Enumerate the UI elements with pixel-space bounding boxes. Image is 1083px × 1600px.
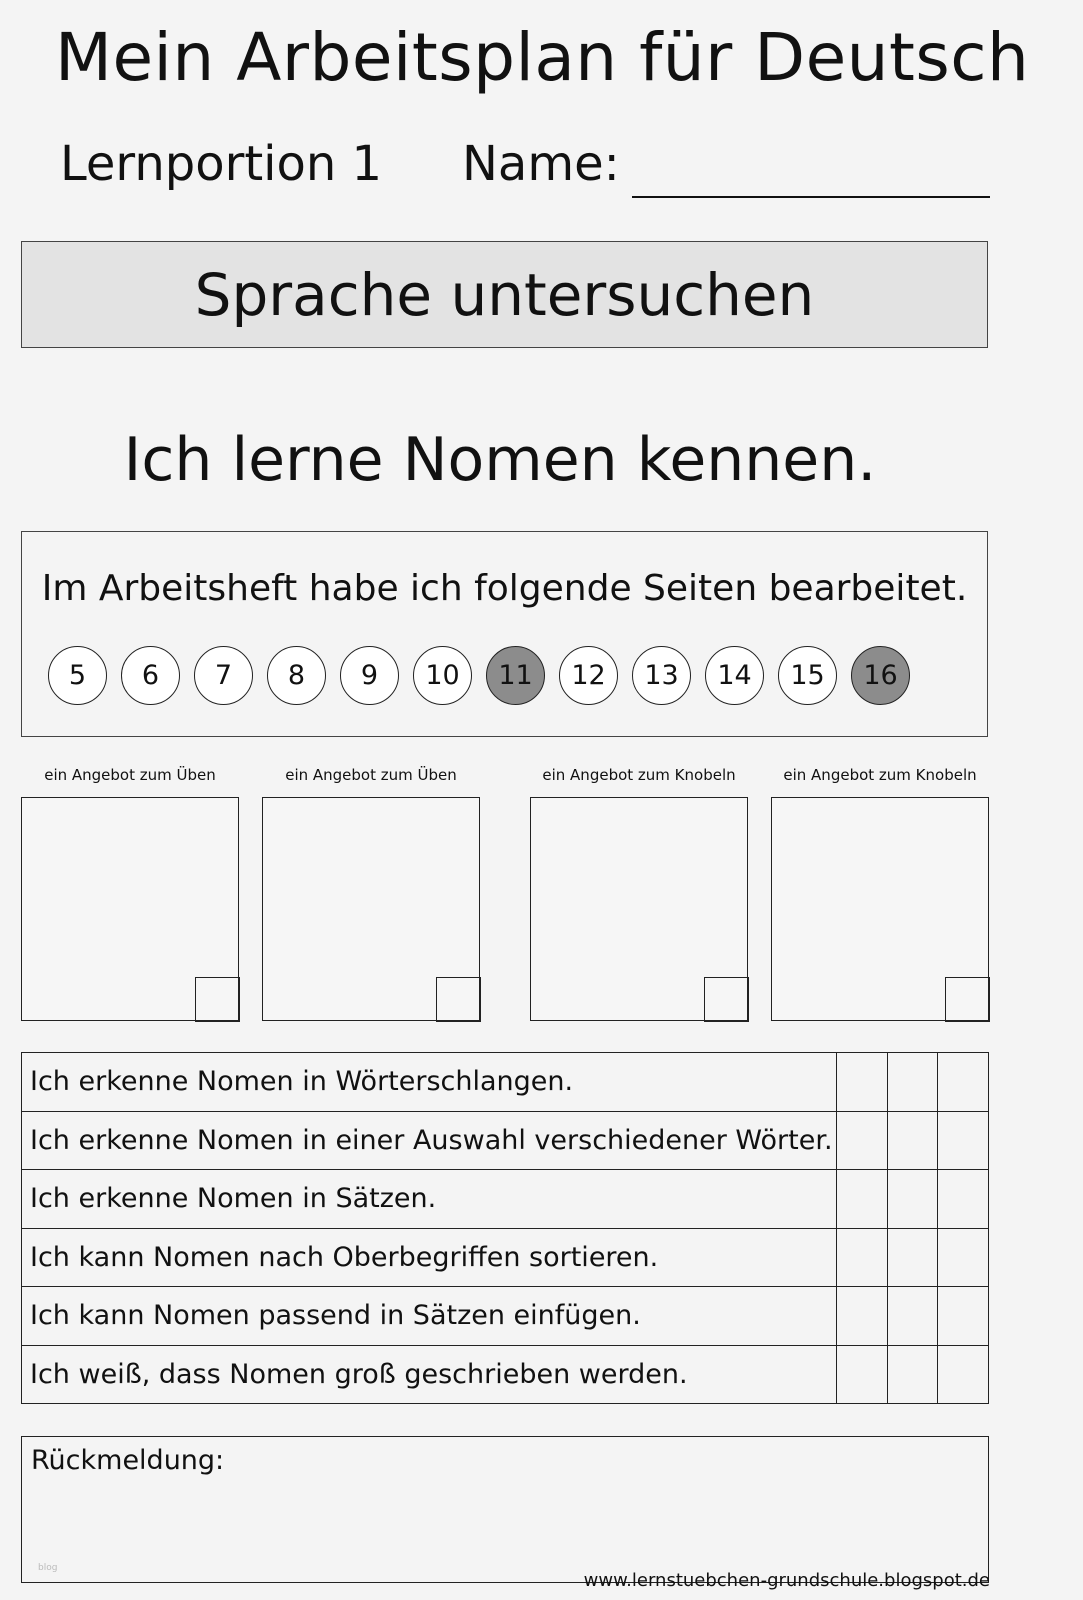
page-circle-5[interactable]: 5 bbox=[48, 646, 107, 705]
name-label: Name: bbox=[462, 136, 620, 192]
page-circle-6[interactable]: 6 bbox=[121, 646, 180, 705]
offer-checkbox-2[interactable] bbox=[436, 977, 481, 1022]
rating-cell-3[interactable] bbox=[938, 1053, 989, 1112]
rating-cell-3[interactable] bbox=[938, 1170, 989, 1229]
page-circles bbox=[48, 646, 910, 705]
rating-cell-1[interactable] bbox=[836, 1287, 887, 1346]
skill-text: Ich weiß, dass Nomen groß geschrieben werden. bbox=[22, 1345, 837, 1404]
rating-cell-1[interactable] bbox=[836, 1345, 887, 1404]
page-circle-11[interactable]: 11 bbox=[486, 646, 545, 705]
skill-row bbox=[22, 1053, 989, 1112]
rating-cell-2[interactable] bbox=[887, 1053, 938, 1112]
skill-text: Ich erkenne Nomen in Sätzen. bbox=[22, 1170, 837, 1229]
workbook-pages-label: Im Arbeitsheft habe ich folgende Seiten bearbeitet. bbox=[41, 568, 968, 609]
feedback-tiny-text: blog bbox=[38, 1563, 58, 1573]
section-banner bbox=[21, 241, 988, 348]
offer-checkbox-3[interactable] bbox=[704, 977, 749, 1022]
offer-label-1: ein Angebot zum Üben bbox=[44, 766, 216, 784]
footer-url: www.lernstuebchen-grundschule.blogspot.de bbox=[583, 1570, 990, 1591]
feedback-label: Rückmeldung: bbox=[31, 1445, 225, 1476]
rating-cell-1[interactable] bbox=[836, 1228, 887, 1287]
rating-cell-2[interactable] bbox=[887, 1345, 938, 1404]
page-circle-16[interactable]: 16 bbox=[851, 646, 910, 705]
skill-row bbox=[22, 1228, 989, 1287]
offer-label-2: ein Angebot zum Üben bbox=[285, 766, 457, 784]
rating-cell-3[interactable] bbox=[938, 1287, 989, 1346]
rating-cell-2[interactable] bbox=[887, 1287, 938, 1346]
offer-box-4[interactable] bbox=[771, 797, 989, 1021]
page-circle-13[interactable]: 13 bbox=[632, 646, 691, 705]
rating-cell-1[interactable] bbox=[836, 1170, 887, 1229]
rating-cell-1[interactable] bbox=[836, 1053, 887, 1112]
name-field-line[interactable] bbox=[632, 196, 990, 198]
skill-row bbox=[22, 1170, 989, 1229]
offer-box-1[interactable] bbox=[21, 797, 239, 1021]
skill-text: Ich kann Nomen passend in Sätzen einfügen. bbox=[22, 1287, 837, 1346]
lesson-portion: Lernportion 1 bbox=[60, 136, 383, 192]
skill-row bbox=[22, 1287, 989, 1346]
page-circle-8[interactable]: 8 bbox=[267, 646, 326, 705]
skills-table bbox=[21, 1052, 989, 1404]
section-banner-text: Sprache untersuchen bbox=[194, 260, 815, 329]
page-circle-10[interactable]: 10 bbox=[413, 646, 472, 705]
rating-cell-2[interactable] bbox=[887, 1111, 938, 1170]
page-circle-12[interactable]: 12 bbox=[559, 646, 618, 705]
offer-box-3[interactable] bbox=[530, 797, 748, 1021]
skill-text: Ich erkenne Nomen in einer Auswahl verschiedener Wörter. bbox=[22, 1111, 837, 1170]
offer-label-3: ein Angebot zum Knobeln bbox=[542, 766, 736, 784]
skill-text: Ich kann Nomen nach Oberbegriffen sortieren. bbox=[22, 1228, 837, 1287]
rating-cell-3[interactable] bbox=[938, 1345, 989, 1404]
page-circle-7[interactable]: 7 bbox=[194, 646, 253, 705]
offer-checkbox-4[interactable] bbox=[945, 977, 990, 1022]
page-title: Mein Arbeitsplan für Deutsch bbox=[55, 19, 1030, 96]
rating-cell-2[interactable] bbox=[887, 1228, 938, 1287]
skill-row bbox=[22, 1345, 989, 1404]
page-circle-9[interactable]: 9 bbox=[340, 646, 399, 705]
rating-cell-1[interactable] bbox=[836, 1111, 887, 1170]
feedback-box[interactable] bbox=[21, 1436, 989, 1583]
skill-row bbox=[22, 1111, 989, 1170]
skill-text: Ich erkenne Nomen in Wörterschlangen. bbox=[22, 1053, 837, 1112]
topic-heading: Ich lerne Nomen kennen. bbox=[123, 425, 877, 495]
page-circle-14[interactable]: 14 bbox=[705, 646, 764, 705]
rating-cell-3[interactable] bbox=[938, 1228, 989, 1287]
offer-box-2[interactable] bbox=[262, 797, 480, 1021]
page-circle-15[interactable]: 15 bbox=[778, 646, 837, 705]
rating-cell-3[interactable] bbox=[938, 1111, 989, 1170]
rating-cell-2[interactable] bbox=[887, 1170, 938, 1229]
offer-checkbox-1[interactable] bbox=[195, 977, 240, 1022]
offer-label-4: ein Angebot zum Knobeln bbox=[783, 766, 977, 784]
workbook-pages-box bbox=[21, 531, 988, 737]
